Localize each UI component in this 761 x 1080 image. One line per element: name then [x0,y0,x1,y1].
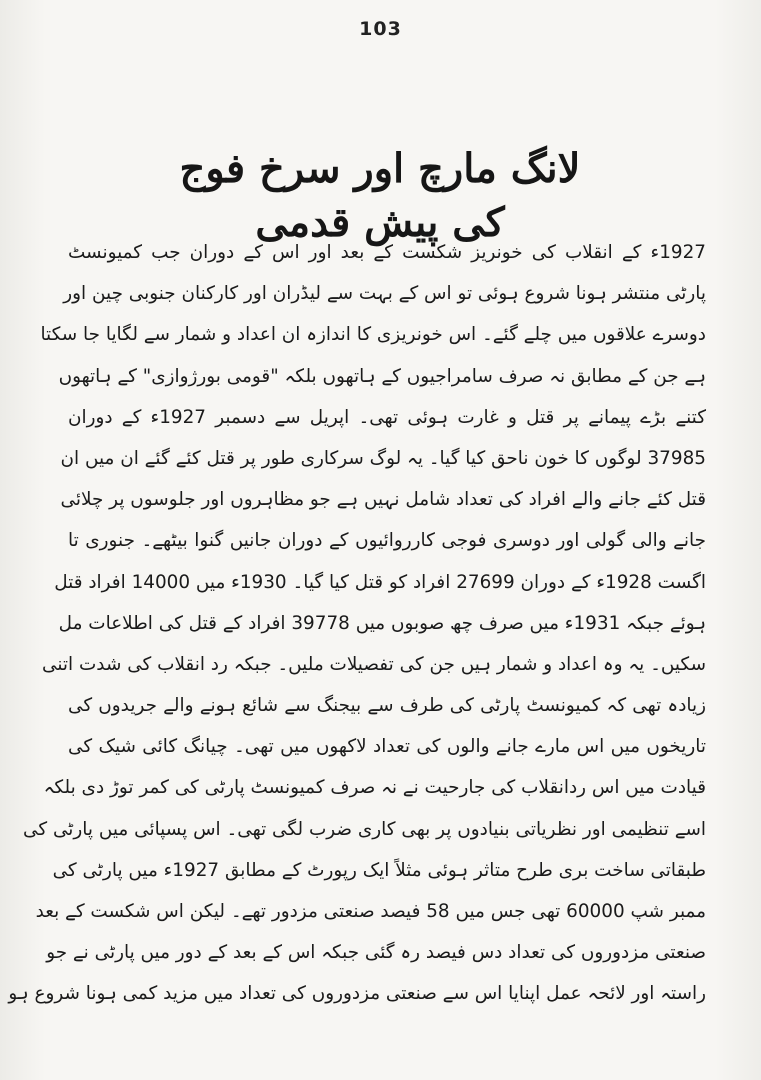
text-line: صنعتی مزدوروں کی تعداد دس فیصد رہ گئی جبکہ اس کے بعد کے دور میں پارٹی نے جو [46,942,706,964]
text-line: راستہ اور لائحہ عمل اپنایا اس سے صنعتی مزدوروں کی تعداد میں مزید کمی ہونا شروع ہو [8,983,706,1005]
text-line: 37985 لوگوں کا خون ناحق کیا گیا۔ یہ لوگ سرکاری طور پر قتل کئے گئے ان میں ان [60,447,706,469]
text-line: جانے والی گولی اور دوسری فوجی کارروائیوں کے دوران جانیں گنوا بیٹھے۔ جنوری تا [68,530,706,552]
text-line: اگست 1928ء کے دوران 27699 افراد کو قتل کیا گیا۔ 1930ء میں 14000 افراد قتل [54,571,706,593]
text-line: ممبر شپ 60000 تھی جس میں 58 فیصد صنعتی مزدور تھے۔ لیکن اس شکست کے بعد [35,901,706,922]
page-number: 103 [359,18,402,40]
chapter-title: لانگ مارچ اور سرخ فوج کی پیش قدمی [179,145,581,246]
text-line: قیادت میں اس ردانقلاب کی جارحیت نے نہ صرف کمیونسٹ پارٹی کی کمر توڑ دی بلکہ [43,777,706,799]
text-line: ہوئے جبکہ 1931ء میں صرف چھ صوبوں میں 39778 افراد کے قتل کی اطلاعات مل [58,612,706,634]
text-line: ہے جن کے مطابق نہ صرف سامراجیوں کے ہاتھوں بلکہ "قومی بورژوازی" کے ہاتھوں [58,365,706,387]
text-line: دوسرے علاقوں میں چلے گئے۔ اس خونریزی کا اندازہ ان اعداد و شمار سے لگایا جا سکتا [40,324,706,346]
text-line: تاریخوں میں اس مارے جانے والوں کی تعداد لاکھوں میں تھی۔ چیانگ کائی شیک کی [68,736,706,758]
text-line: 1927ء کے انقلاب کی خونریز شکست کے بعد اور اس کے دوران جب کمیونسٹ [68,242,706,263]
text-line: قتل کئے جانے والے افراد کی تعداد شامل نہیں ہے جو مظاہروں اور جلوسوں پر چلائی [60,489,706,511]
text-line: زیادہ تھی کہ کمیونسٹ پارٹی کی طرف سے بیجنگ سے شائع ہونے والے جریدوں کی [68,695,706,717]
body-text [8,232,706,1015]
text-line: سکیں۔ یہ وہ اعداد و شمار ہیں جن کی تفصیلات ملیں۔ جبکہ رد انقلاب کی شدت اتنی [42,653,706,675]
text-line: طبقاتی ساخت بری طرح متاثر ہوئی مثلاً ایک رپورٹ کے مطابق 1927ء میں پارٹی کی [52,859,706,881]
text-line: اسے تنظیمی اور نظریاتی بنیادوں پر بھی کاری ضرب لگی تھی۔ اس پسپائی میں پارٹی کی [23,818,706,840]
text-line: پارٹی منتشر ہونا شروع ہوئی تو اس کے بہت سے لیڈران اور کارکنان جنوبی چین اور [63,283,706,305]
text-line: کتنے بڑے پیمانے پر قتل و غارت ہوئی تھی۔ اپریل سے دسمبر 1927ء کے دوران [68,406,706,428]
